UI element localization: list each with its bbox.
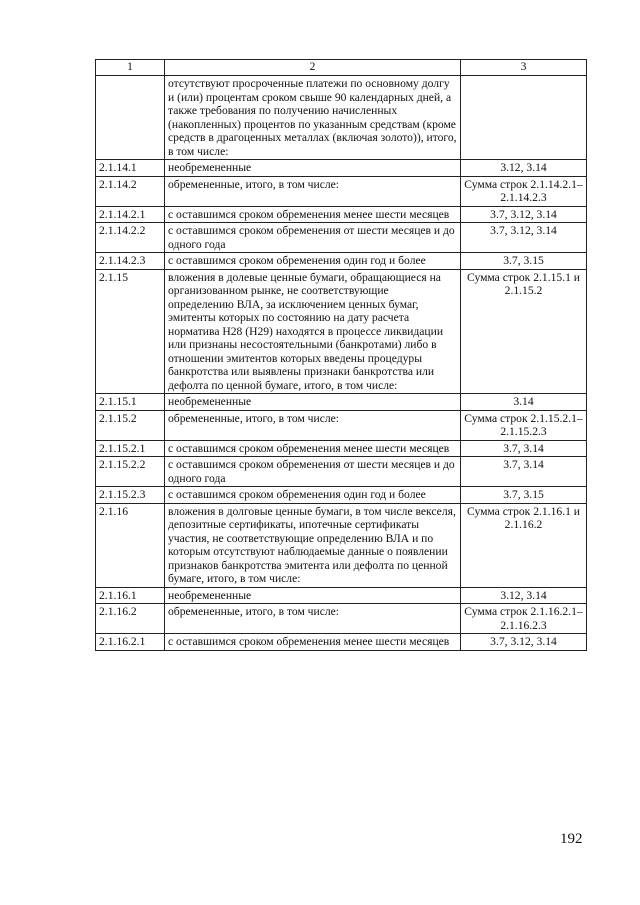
row-reference: Сумма строк 2.1.14.2.1– 2.1.14.2.3 — [461, 176, 587, 206]
row-description: обремененные, итого, в том числе: — [165, 410, 461, 440]
row-reference: 3.7, 3.12, 3.14 — [461, 223, 587, 253]
table-row — [96, 176, 587, 206]
row-description: с оставшимся сроком обременения от шести месяцев и до одного года — [165, 457, 461, 487]
table-row — [96, 253, 587, 270]
row-description: обремененные, итого, в том числе: — [165, 176, 461, 206]
table-row — [96, 440, 587, 457]
table-row — [96, 487, 587, 504]
column-header-3: 3 — [461, 60, 587, 76]
row-description: обремененные, итого, в том числе: — [165, 604, 461, 634]
row-reference: Сумма строк 2.1.16.2.1– 2.1.16.2.3 — [461, 604, 587, 634]
row-code: 2.1.14.2 — [96, 176, 165, 206]
table-row — [96, 503, 587, 587]
row-description: вложения в долговые ценные бумаги, в том числе векселя, депозитные сертификаты, ипотечные сертификаты участия, не соответствующие определению ВЛА и по которым отсутствуют наблюдаемые данные о появлении признаков банкротства эмитента или дефолта по ценной бумаге, итого, в том числе: — [165, 503, 461, 587]
table-header-row — [96, 60, 587, 76]
column-header-1: 1 — [96, 60, 165, 76]
table-row — [96, 76, 587, 160]
row-reference: Сумма строк 2.1.15.2.1– 2.1.15.2.3 — [461, 410, 587, 440]
table-row — [96, 410, 587, 440]
row-description: с оставшимся сроком обременения менее шести месяцев — [165, 440, 461, 457]
row-reference: 3.7, 3.15 — [461, 253, 587, 270]
table-row — [96, 206, 587, 223]
row-code: 2.1.14.2.3 — [96, 253, 165, 270]
table-row — [96, 604, 587, 634]
table-row — [96, 587, 587, 604]
row-description: вложения в долевые ценные бумаги, обращающиеся на организованном рынке, не соответствующие определению ВЛА, за исключением ценных бумаг, эмитенты которых по состоянию на дату расчета норматива Н28 (Н29) находятся в процессе ликвидации или признаны несостоятельными (банкротами) либо в отношении эмитентов которых введены процедуры банкротства или выявлены признаки банкротства или дефолта по ценной бумаге, итого, в том числе: — [165, 269, 461, 394]
column-header-2: 2 — [165, 60, 461, 76]
row-reference: 3.7, 3.14 — [461, 440, 587, 457]
row-code: 2.1.16.1 — [96, 587, 165, 604]
row-reference: 3.12, 3.14 — [461, 160, 587, 177]
row-code: 2.1.15.1 — [96, 394, 165, 411]
table-row — [96, 160, 587, 177]
data-table — [95, 59, 587, 651]
row-reference: Сумма строк 2.1.16.1 и 2.1.16.2 — [461, 503, 587, 587]
table-row — [96, 394, 587, 411]
row-code: 2.1.16.2.1 — [96, 634, 165, 651]
row-description: необремененные — [165, 394, 461, 411]
row-reference — [461, 76, 587, 160]
row-code — [96, 76, 165, 160]
row-reference: 3.12, 3.14 — [461, 587, 587, 604]
row-description: с оставшимся сроком обременения один год и более — [165, 253, 461, 270]
row-code: 2.1.14.2.1 — [96, 206, 165, 223]
row-reference: 3.7, 3.14 — [461, 457, 587, 487]
row-code: 2.1.16.2 — [96, 604, 165, 634]
row-reference: 3.14 — [461, 394, 587, 411]
row-reference: 3.7, 3.12, 3.14 — [461, 206, 587, 223]
row-code: 2.1.15 — [96, 269, 165, 394]
row-code: 2.1.14.1 — [96, 160, 165, 177]
row-code: 2.1.15.2.2 — [96, 457, 165, 487]
row-description: необремененные — [165, 160, 461, 177]
table-row — [96, 457, 587, 487]
row-description: с оставшимся сроком обременения от шести месяцев и до одного года — [165, 223, 461, 253]
row-code: 2.1.15.2 — [96, 410, 165, 440]
table-row — [96, 223, 587, 253]
row-description: с оставшимся сроком обременения один год и более — [165, 487, 461, 504]
row-reference: Сумма строк 2.1.15.1 и 2.1.15.2 — [461, 269, 587, 394]
row-description: необремененные — [165, 587, 461, 604]
row-description: отсутствуют просроченные платежи по основному долгу и (или) процентам сроком свыше 90 календарных дней, а также требования по получению начисленных (накопленных) процентов по указанным средствам (кроме средств в драгоценных металлах (включая золото)), итого, в том числе: — [165, 76, 461, 160]
row-code: 2.1.16 — [96, 503, 165, 587]
row-reference: 3.7, 3.12, 3.14 — [461, 634, 587, 651]
table-row — [96, 269, 587, 394]
row-code: 2.1.15.2.3 — [96, 487, 165, 504]
row-code: 2.1.15.2.1 — [96, 440, 165, 457]
row-description: с оставшимся сроком обременения менее шести месяцев — [165, 634, 461, 651]
row-description: с оставшимся сроком обременения менее шести месяцев — [165, 206, 461, 223]
table-row — [96, 634, 587, 651]
page-number: 192 — [560, 831, 583, 847]
row-reference: 3.7, 3.15 — [461, 487, 587, 504]
row-code: 2.1.14.2.2 — [96, 223, 165, 253]
